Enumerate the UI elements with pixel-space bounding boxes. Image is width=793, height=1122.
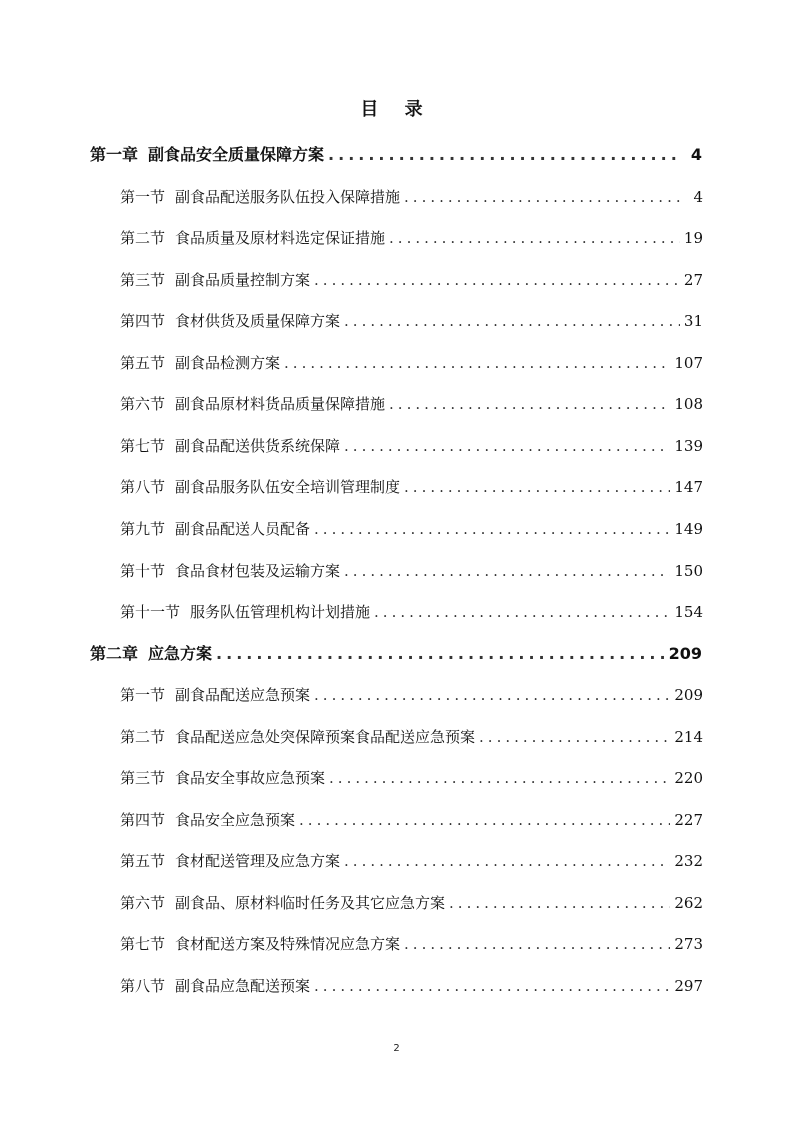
toc-section-entry[interactable] [120, 725, 703, 749]
toc-section-entry[interactable] [120, 808, 703, 832]
toc-entry-label [120, 392, 385, 416]
toc-entry-page: 232 [674, 852, 703, 870]
toc-entry-label [120, 351, 280, 375]
toc-entry-title: 食材配送方案及特殊情况应急方案 [175, 935, 401, 953]
toc-entry-label [120, 434, 340, 458]
toc-entry-title: 食品配送应急处突保障预案食品配送应急预案 [175, 728, 476, 746]
toc-entry-number: 第十节 [120, 562, 166, 580]
toc-dot-leader [314, 974, 670, 998]
toc-entry-page: 147 [674, 478, 703, 496]
toc-section-entry[interactable] [120, 766, 703, 790]
toc-entry-number: 第十一节 [120, 603, 181, 621]
toc-entry-title: 食品质量及原材料选定保证措施 [175, 229, 386, 247]
toc-dot-leader [404, 185, 683, 209]
toc-entry-page: 4 [690, 145, 702, 164]
toc-dot-leader [389, 226, 680, 250]
toc-dot-leader [314, 517, 670, 541]
toc-chapter-entry[interactable] [90, 143, 702, 167]
toc-dot-leader [329, 766, 670, 790]
toc-entry-page: 214 [674, 728, 703, 746]
toc-entry-title: 副食品原材料货品质量保障措施 [175, 395, 386, 413]
toc-entry-page: 154 [674, 603, 703, 621]
toc-section-entry[interactable] [120, 185, 703, 209]
toc-entry-number: 第八节 [120, 478, 166, 496]
toc-dot-leader [404, 475, 670, 499]
toc-entry-title: 食品食材包装及运输方案 [175, 562, 341, 580]
toc-entry-label [120, 683, 310, 707]
toc-dot-leader [284, 351, 670, 375]
toc-entry-number: 第二节 [120, 728, 166, 746]
toc-entry-page: 107 [674, 354, 703, 372]
toc-entry-label [90, 143, 324, 167]
toc-entry-label [120, 185, 400, 209]
toc-entry-label [120, 559, 340, 583]
toc-entry-number: 第四节 [120, 312, 166, 330]
toc-dot-leader [216, 642, 665, 666]
toc-entry-number: 第一章 [90, 145, 139, 164]
toc-entry-title: 食品安全事故应急预案 [175, 769, 326, 787]
toc-dot-leader [314, 268, 680, 292]
toc-entry-number: 第二章 [90, 644, 139, 663]
toc-entry-number: 第二节 [120, 229, 166, 247]
toc-dot-leader [344, 309, 680, 333]
toc-entry-label [120, 226, 385, 250]
toc-section-entry[interactable] [120, 434, 703, 458]
toc-entry-page: 4 [693, 188, 703, 206]
toc-entry-label [120, 974, 310, 998]
toc-section-entry[interactable] [120, 849, 703, 873]
toc-entry-title: 副食品质量控制方案 [175, 271, 311, 289]
toc-entry-page: 31 [683, 312, 703, 330]
toc-entry-title: 副食品检测方案 [175, 354, 281, 372]
toc-section-entry[interactable] [120, 559, 703, 583]
toc-section-entry[interactable] [120, 932, 703, 956]
toc-entry-title: 食材供货及质量保障方案 [175, 312, 341, 330]
toc-entry-number: 第一节 [120, 686, 166, 704]
toc-entry-page: 262 [674, 894, 703, 912]
toc-entry-number: 第九节 [120, 520, 166, 538]
toc-entry-number: 第五节 [120, 852, 166, 870]
toc-entry-number: 第四节 [120, 811, 166, 829]
toc-entry-label [120, 766, 325, 790]
toc-entry-page: 139 [674, 437, 703, 455]
toc-entry-title: 副食品配送服务队伍投入保障措施 [175, 188, 401, 206]
toc-entry-page: 273 [674, 935, 703, 953]
toc-entry-label [120, 891, 445, 915]
toc-entry-label [120, 849, 340, 873]
toc-title: 目 录 [360, 99, 433, 120]
toc-entry-page: 150 [674, 562, 703, 580]
toc-entry-label [120, 600, 370, 624]
toc-entry-title: 食品安全应急预案 [175, 811, 296, 829]
toc-dot-leader [344, 559, 670, 583]
toc-entry-title: 副食品配送供货系统保障 [175, 437, 341, 455]
toc-entry-label [90, 642, 212, 666]
toc-dot-leader [314, 683, 670, 707]
toc-entry-label [120, 309, 340, 333]
toc-section-entry[interactable] [120, 226, 703, 250]
toc-section-entry[interactable] [120, 309, 703, 333]
toc-dot-leader [374, 600, 670, 624]
toc-entry-page: 227 [674, 811, 703, 829]
toc-entry-page: 19 [683, 229, 703, 247]
toc-entry-page: 149 [674, 520, 703, 538]
toc-entry-title: 副食品配送人员配备 [175, 520, 311, 538]
toc-entry-number: 第五节 [120, 354, 166, 372]
toc-dot-leader [328, 143, 682, 167]
toc-entry-number: 第三节 [120, 769, 166, 787]
toc-section-entry[interactable] [120, 475, 703, 499]
toc-entry-label [120, 475, 400, 499]
toc-entry-title: 副食品、原材料临时任务及其它应急方案 [175, 894, 446, 912]
toc-entry-label [120, 932, 400, 956]
toc-entry-title: 副食品应急配送预案 [175, 977, 311, 995]
toc-entry-title: 应急方案 [148, 644, 213, 663]
toc-section-entry[interactable] [120, 392, 703, 416]
toc-section-entry[interactable] [120, 683, 703, 707]
toc-section-entry[interactable] [120, 517, 703, 541]
toc-dot-leader [389, 392, 670, 416]
toc-entry-label [120, 725, 475, 749]
toc-entry-label [120, 517, 310, 541]
toc-dot-leader [344, 849, 670, 873]
toc-dot-leader [479, 725, 670, 749]
toc-entry-page: 27 [683, 271, 703, 289]
toc-dot-leader [344, 434, 670, 458]
toc-section-entry[interactable] [120, 891, 703, 915]
toc-entry-page: 209 [674, 686, 703, 704]
toc-entry-number: 第七节 [120, 935, 166, 953]
toc-entry-number: 第八节 [120, 977, 166, 995]
toc-entry-title: 服务队伍管理机构计划措施 [190, 603, 371, 621]
toc-entry-title: 副食品安全质量保障方案 [148, 145, 325, 164]
toc-entry-number: 第一节 [120, 188, 166, 206]
toc-entry-number: 第三节 [120, 271, 166, 289]
toc-section-entry[interactable] [120, 351, 703, 375]
toc-section-entry[interactable] [120, 974, 703, 998]
toc-entry-page: 297 [674, 977, 703, 995]
toc-entry-page: 108 [674, 395, 703, 413]
toc-entry-label [120, 268, 310, 292]
toc-entry-title: 食材配送管理及应急方案 [175, 852, 341, 870]
page-number: 2 [393, 1043, 400, 1054]
toc-entry-page: 220 [674, 769, 703, 787]
toc-dot-leader [449, 891, 670, 915]
toc-entry-number: 第六节 [120, 894, 166, 912]
toc-chapter-entry[interactable] [90, 642, 702, 666]
toc-entry-label [120, 808, 295, 832]
toc-dot-leader [404, 932, 670, 956]
toc-dot-leader [299, 808, 670, 832]
toc-entry-page: 209 [668, 644, 702, 663]
toc-section-entry[interactable] [120, 600, 703, 624]
toc-entry-title: 副食品服务队伍安全培训管理制度 [175, 478, 401, 496]
toc-section-entry[interactable] [120, 268, 703, 292]
toc-entry-number: 第七节 [120, 437, 166, 455]
toc-entry-number: 第六节 [120, 395, 166, 413]
toc-entry-title: 副食品配送应急预案 [175, 686, 311, 704]
